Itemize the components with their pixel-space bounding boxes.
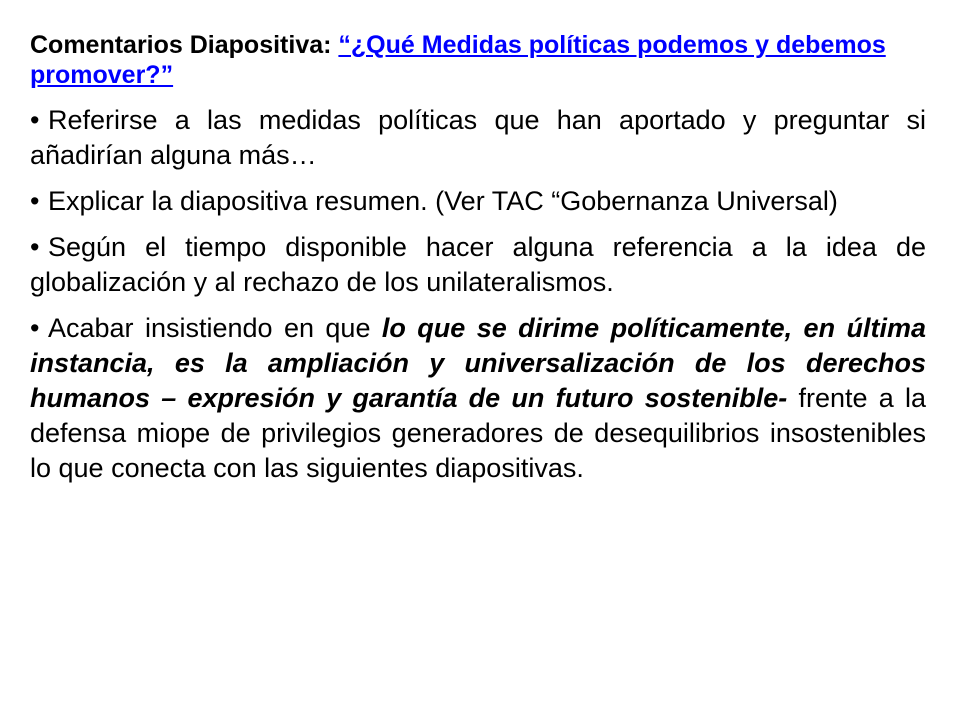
- bullet-text-after: frente a la defensa miope de privilegios generadores de desequilibrios insostenibles lo que conecta con las siguientes diapositivas.: [30, 383, 926, 483]
- bullet-text: Según el tiempo disponible hacer alguna referencia a la idea de globalización y al rechazo de los unilateralismos.: [30, 232, 926, 297]
- bullet-text: Explicar la diapositiva resumen. (Ver TAC “Gobernanza Universal): [48, 186, 838, 216]
- slide-title-link[interactable]: “¿Qué Medidas políticas podemos y debemos promover?”: [30, 31, 886, 89]
- bullet-item: [30, 103, 926, 173]
- emphasized-text: lo que se dirime políticamente, en última instancia, es la ampliación y universalización de los derechos humanos – expresión y garantía de un futuro sostenible-: [30, 313, 926, 413]
- bullet-text: Referirse a las medidas políticas que han aportado y preguntar si añadirían alguna más…: [30, 105, 926, 170]
- bullet-text-before: Acabar insistiendo en que: [48, 313, 382, 343]
- bullet-item: [30, 230, 926, 300]
- bullet-marker: •: [30, 105, 40, 135]
- slide-content: [30, 30, 926, 497]
- bullet-marker: •: [30, 313, 40, 343]
- bullet-marker: •: [30, 186, 40, 216]
- heading-prefix: Comentarios Diapositiva:: [30, 31, 339, 59]
- bullet-item: [30, 184, 926, 219]
- slide-heading: [30, 30, 926, 90]
- bullet-marker: •: [30, 232, 40, 262]
- bullet-item: [30, 311, 926, 486]
